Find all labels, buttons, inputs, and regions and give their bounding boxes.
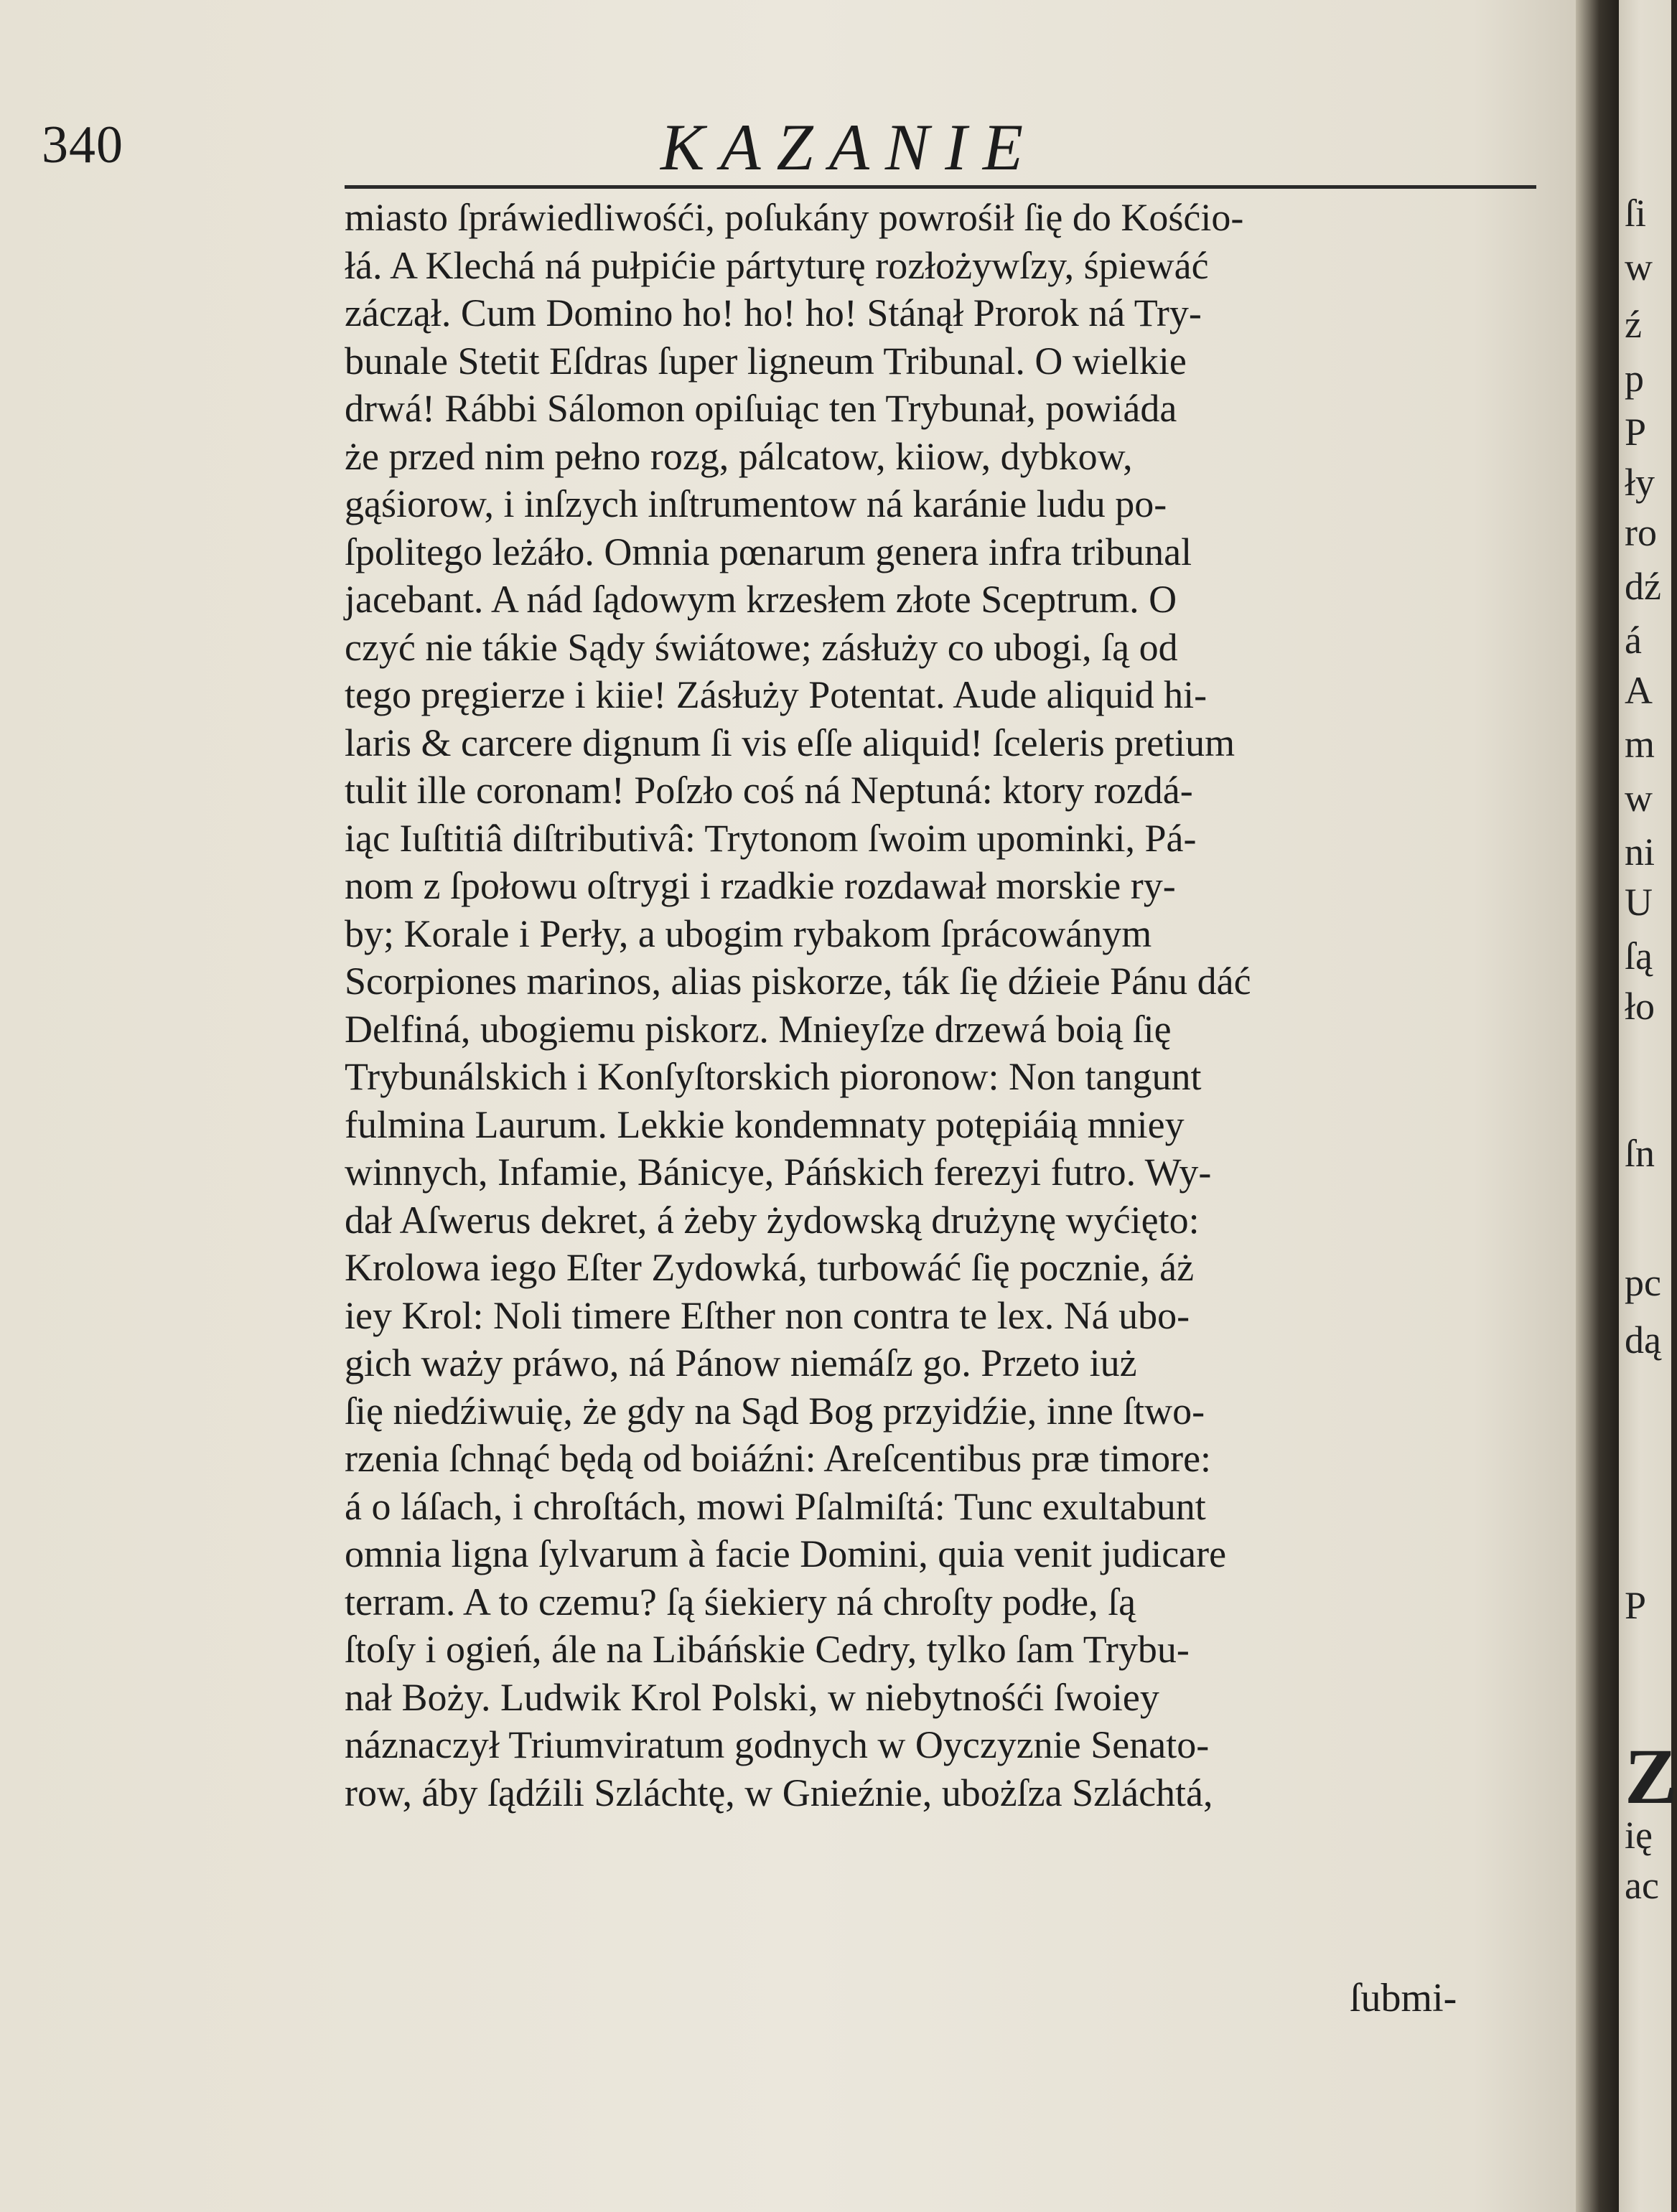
text-line: ſtoſy i ogień, ále na Libáńskie Cedry, tylko ſam Trybu- <box>345 1628 1190 1671</box>
adjacent-page-fragment: ſi <box>1625 192 1647 235</box>
text-line: Krolowa iego Eſter Zydowká, turbowáć ſię pocznie, áż <box>345 1246 1195 1289</box>
text-line: tego pręgierze i kiie! Zásłuży Potentat. Aude aliquid hi- <box>345 673 1207 716</box>
adjacent-page-fragment: ac <box>1625 1864 1659 1907</box>
text-line: Delfiná, ubogiemu piskorz. Mnieyſze drzewá boią ſię <box>345 1007 1172 1051</box>
header-rule <box>345 185 1536 189</box>
text-line: nom z ſpołowu oſtrygi i rzadkie rozdawał morskie ry- <box>345 864 1176 907</box>
adjacent-page-fragment: ły <box>1625 461 1655 504</box>
text-line: terram. A to czemu? ſą śiekiery ná chroſty podłe, ſą <box>345 1580 1136 1623</box>
adjacent-page-fragment: m <box>1625 723 1655 766</box>
text-line: gich waży práwo, ná Pánow niemáſz go. Przeto iuż <box>345 1341 1137 1384</box>
text-line: drwá! Rábbi Sálomon opiſuiąc ten Trybunał, powiáda <box>345 387 1177 430</box>
adjacent-page-fragment: ło <box>1625 985 1655 1028</box>
text-line: dał Aſwerus dekret, á żeby żydowską drużynę wyćięto: <box>345 1198 1200 1242</box>
text-line: záczął. Cum Domino ho! ho! ho! Stánął Prorok ná Try- <box>345 291 1202 334</box>
adjacent-page-fragment: dź <box>1625 565 1661 608</box>
adjacent-page-fragment: ro <box>1625 511 1657 554</box>
page-number: 340 <box>42 116 123 174</box>
text-line: miasto ſpráwiedliwośći, poſukány powrośił ſię do Kośćio- <box>345 196 1244 239</box>
text-line: jacebant. A nád ſądowym krzesłem złote Sceptrum. O <box>345 578 1177 621</box>
text-line: omnia ligna ſylvarum à facie Domini, quia venit judicare <box>345 1532 1227 1575</box>
adjacent-page-fragment: A <box>1625 669 1653 712</box>
text-line: nał Boży. Ludwik Krol Polski, w niebytnośći ſwoiey <box>345 1675 1159 1719</box>
text-line: fulmina Laurum. Lekkie kondemnaty potępiáią mniey <box>345 1102 1185 1146</box>
text-line: rzenia ſchnąć będą od boiáźni: Areſcentibus præ timore: <box>345 1437 1212 1480</box>
text-line: Scorpiones marinos, alias piskorze, ták ſię dźieie Pánu dáć <box>345 960 1251 1003</box>
text-line: iąc Iuſtitiâ diſtributivâ: Trytonom ſwoim upominki, Pá- <box>345 816 1197 860</box>
adjacent-page-fragment: á <box>1625 619 1642 662</box>
text-line: á o láſach, i chroſtách, mowi Pſalmiſtá: Tunc exultabunt <box>345 1484 1206 1528</box>
text-line: iey Krol: Noli timere Eſther non contra te lex. Ná ubo- <box>345 1293 1190 1337</box>
text-line: łá. A Klechá ná pułpićie pártyturę rozłożywſzy, śpiewáć <box>345 243 1209 287</box>
adjacent-page-fragment: U <box>1625 881 1653 924</box>
text-line: laris & carcere dignum ſi vis eſſe aliquid! ſceleris pretium <box>345 721 1235 764</box>
text-line: Trybunálskich i Konſyſtorskich pioronow: Non tangunt <box>345 1055 1202 1098</box>
adjacent-page-fragment: w <box>1625 777 1653 820</box>
text-line: winnych, Infamie, Bánicye, Páńskich ferezyi futro. Wy- <box>345 1150 1212 1194</box>
text-line: ſię niedźiwuię, że gdy na Sąd Bog przyidźie, inne ſtwo- <box>345 1389 1205 1433</box>
catchword: ſubmi- <box>1350 1976 1457 2020</box>
adjacent-page-fragment: w <box>1625 245 1653 289</box>
text-line: row, áby ſądźili Szláchtę, w Gnieźnie, ubożſza Szláchtá, <box>345 1771 1213 1814</box>
text-line: tulit ille coronam! Poſzło coś ná Neptuná: ktory rozdá- <box>345 769 1193 812</box>
adjacent-page-fragment: dą <box>1625 1318 1661 1362</box>
text-line: bunale Stetit Eſdras ſuper ligneum Tribunal. O wielkie <box>345 339 1187 383</box>
adjacent-page-fragment: ſą <box>1625 934 1653 978</box>
text-line: by; Korale i Perły, a ubogim rybakom ſprácowánym <box>345 911 1152 955</box>
body-text <box>345 194 1536 1817</box>
adjacent-page-fragment: ſn <box>1625 1132 1655 1175</box>
text-line: że przed nim pełno rozg, pálcatow, kiiow, dybkow, <box>345 434 1133 478</box>
adjacent-page-fragment: pc <box>1625 1261 1661 1304</box>
adjacent-page-fragment: ię <box>1625 1814 1653 1857</box>
adjacent-page-fragment: Z <box>1625 1733 1677 1820</box>
text-line: czyć nie tákie Sądy świátowe; zásłuży co ubogi, ſą od <box>345 625 1178 669</box>
text-line: náznaczył Triumviratum godnych w Oyczyznie Senato- <box>345 1723 1210 1766</box>
adjacent-page-fragment: ź <box>1625 303 1642 346</box>
adjacent-page-fragment: p <box>1625 357 1644 400</box>
adjacent-page-fragment: ni <box>1625 830 1655 873</box>
adjacent-page-fragment: P <box>1625 411 1647 454</box>
text-line: gąśiorow, i inſzych inſtrumentow ná karánie ludu po- <box>345 482 1167 525</box>
adjacent-page-fragment: P <box>1625 1584 1647 1627</box>
adjacent-page-edge <box>1619 0 1677 2212</box>
book-gutter <box>1576 0 1619 2212</box>
running-head: KAZANIE <box>660 111 1040 184</box>
text-line: ſpolitego leżáło. Omnia pœnarum genera infra tribunal <box>345 530 1192 573</box>
